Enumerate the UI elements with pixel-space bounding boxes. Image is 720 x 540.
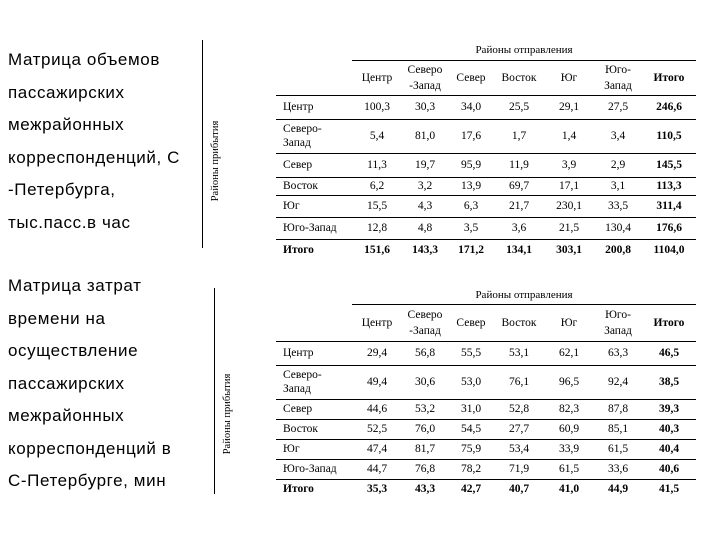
column-header: Юг (544, 61, 594, 95)
column-header: Центр (352, 305, 402, 341)
table-cell: 25,5 (494, 95, 544, 119)
table-cell: 76,8 (402, 459, 448, 479)
table-cell: 47,4 (352, 439, 402, 459)
table-cell: 63,3 (594, 341, 642, 365)
table-cell: 29,4 (352, 341, 402, 365)
table-row (276, 195, 696, 217)
table-cell: 33,9 (544, 439, 594, 459)
table-cell: 21,5 (544, 217, 594, 239)
row-header: Север (276, 399, 352, 419)
table-cell: 40,3 (642, 419, 696, 439)
table-cell: 62,1 (544, 341, 594, 365)
table-cell: 4,3 (402, 195, 448, 217)
column-header: Северо -Запад (402, 305, 448, 341)
table-cell: 39,3 (642, 399, 696, 419)
table-row (276, 95, 696, 119)
column-header: Северо -Запад (402, 61, 448, 95)
caption-line: пассажирских (8, 373, 125, 393)
table-cell: 4,8 (402, 217, 448, 239)
caption-line: межрайонных (8, 115, 125, 134)
table-row (276, 459, 696, 479)
table-cell: 176,6 (642, 217, 696, 239)
caption-line: Матрица затрат (8, 276, 142, 295)
table-cell: 17,1 (544, 177, 594, 195)
table-row (276, 399, 696, 419)
table-row (276, 177, 696, 195)
table-cell: 52,5 (352, 419, 402, 439)
table-cell: 33,6 (594, 459, 642, 479)
table-cell: 76,0 (402, 419, 448, 439)
table-cell: 53,4 (494, 439, 544, 459)
caption-line: -Петербурга, (8, 180, 116, 199)
column-header: Итого (642, 61, 696, 95)
table-cell: 81,7 (402, 439, 448, 459)
table-cell: 44,9 (607, 483, 629, 496)
corner-cell (276, 61, 352, 95)
table-cell: 44,6 (352, 399, 402, 419)
row-header: Центр (276, 95, 352, 119)
table-cell: 61,5 (544, 459, 594, 479)
caption-line: осуществление (8, 341, 139, 360)
table-cell: 55,5 (448, 341, 494, 365)
table-cell: 42,7 (460, 483, 482, 496)
table-cell: 38,5 (642, 365, 696, 399)
table-cell: 29,1 (544, 95, 594, 119)
table-cell: 40,4 (642, 439, 696, 459)
table2-caption (8, 270, 198, 498)
row-header: Центр (276, 341, 352, 365)
table-row (276, 239, 696, 261)
row-header: Юго-Запад (276, 217, 352, 239)
table1-grid (276, 61, 696, 261)
table-cell: 46,5 (642, 341, 696, 365)
table-cell: 53,2 (402, 399, 448, 419)
table-cell: 27,5 (594, 95, 642, 119)
table-cell: 41,0 (558, 483, 580, 496)
table-cell: 15,5 (352, 195, 402, 217)
column-header: Север (448, 61, 494, 95)
table-cell: 52,8 (494, 399, 544, 419)
caption-line: корреспонденций, С (8, 147, 181, 167)
caption-line: Матрица объемов (8, 50, 160, 69)
table-cell: 44,7 (352, 459, 402, 479)
table-cell: 82,3 (544, 399, 594, 419)
table-cell: 41,5 (658, 483, 680, 496)
table-row (276, 439, 696, 459)
table-cell: 71,9 (494, 459, 544, 479)
table-cell: 61,5 (594, 439, 642, 459)
table-cell: 1104,0 (653, 244, 685, 257)
table-cell: 33,5 (594, 195, 642, 217)
table-cell: 100,3 (352, 95, 402, 119)
table-cell: 19,7 (402, 153, 448, 177)
table-cell: 34,0 (448, 95, 494, 119)
table-cell: 246,6 (642, 95, 696, 119)
table-cell: 87,8 (594, 399, 642, 419)
row-header: Итого (283, 483, 314, 496)
table-cell: 151,6 (364, 244, 390, 257)
table-row (276, 479, 696, 499)
table-cell: 35,3 (366, 483, 388, 496)
table-cell: 60,9 (544, 419, 594, 439)
table-cell: 40,7 (508, 483, 530, 496)
table-cell: 5,4 (352, 119, 402, 153)
column-header: Итого (642, 305, 696, 341)
table-cell: 134,1 (506, 244, 532, 257)
table-cell: 75,9 (448, 439, 494, 459)
table-cell: 92,4 (594, 365, 642, 399)
column-header-row (276, 61, 696, 95)
table-cell: 17,6 (448, 119, 494, 153)
column-header-row (276, 305, 696, 341)
table-cell: 6,2 (352, 177, 402, 195)
table-cell: 12,8 (352, 217, 402, 239)
corner-cell (276, 305, 352, 341)
table-cell: 78,2 (448, 459, 494, 479)
table-cell: 49,4 (352, 365, 402, 399)
caption-line: С-Петербурге, мин (8, 471, 167, 490)
table-cell: 3,1 (594, 177, 642, 195)
table-cell: 200,8 (605, 244, 631, 257)
table-cell: 53,1 (494, 341, 544, 365)
row-header: Северо- Запад (276, 365, 352, 399)
row-header: Север (276, 153, 352, 177)
table-cell: 3,9 (544, 153, 594, 177)
caption-line: тыс.пасс.в час (8, 212, 131, 232)
table-cell: 3,6 (494, 217, 544, 239)
table-cell: 145,5 (642, 153, 696, 177)
row-header: Итого (283, 244, 314, 257)
table-row (276, 119, 696, 153)
table-cell: 13,9 (448, 177, 494, 195)
table2-side-group-label: Районы прибытия (222, 373, 233, 455)
table1-left-border (202, 40, 203, 248)
table-cell: 11,9 (494, 153, 544, 177)
caption-line: межрайонных (8, 406, 125, 425)
row-header: Юг (276, 195, 352, 217)
table-cell: 81,0 (402, 119, 448, 153)
table-row (276, 341, 696, 365)
table-cell: 11,3 (352, 153, 402, 177)
table-cell: 30,6 (402, 365, 448, 399)
table-cell: 2,9 (594, 153, 642, 177)
table-cell: 53,0 (448, 365, 494, 399)
row-header: Юг (276, 439, 352, 459)
table1-top-group-label: Районы отправления (475, 44, 573, 56)
row-header: Северо- Запад (276, 119, 352, 153)
column-header: Восток (494, 61, 544, 95)
column-header: Юго- Запад (594, 305, 642, 341)
table-cell: 54,5 (448, 419, 494, 439)
table-cell: 69,7 (494, 177, 544, 195)
table-cell: 3,5 (448, 217, 494, 239)
table-cell: 27,7 (494, 419, 544, 439)
table-row (276, 365, 696, 399)
table-cell: 3,2 (402, 177, 448, 195)
caption-line: корреспонденций в (8, 438, 172, 458)
table-row (276, 419, 696, 439)
column-header: Восток (494, 305, 544, 341)
table-cell: 311,4 (642, 195, 696, 217)
table-cell: 3,4 (594, 119, 642, 153)
table-row (276, 217, 696, 239)
table-cell: 230,1 (544, 195, 594, 217)
table1-side-group-label: Районы прибытия (210, 120, 221, 202)
caption-line: времени на (8, 308, 106, 328)
row-header: Восток (276, 419, 352, 439)
caption-line: пассажирских (8, 82, 125, 102)
table-cell: 143,3 (412, 244, 438, 257)
table2-left-border (214, 288, 215, 494)
table-cell: 95,9 (448, 153, 494, 177)
table-cell: 130,4 (594, 217, 642, 239)
table-cell: 43,3 (414, 483, 436, 496)
table-cell: 1,4 (544, 119, 594, 153)
table-cell: 21,7 (494, 195, 544, 217)
table-cell: 171,2 (458, 244, 484, 257)
column-header: Юг (544, 305, 594, 341)
table1-caption (8, 44, 198, 239)
table-row (276, 153, 696, 177)
table-cell: 56,8 (402, 341, 448, 365)
table-cell: 1,7 (494, 119, 544, 153)
table2-top-group-label: Районы отправления (475, 289, 573, 301)
table-cell: 110,5 (642, 119, 696, 153)
column-header: Центр (352, 61, 402, 95)
table-cell: 31,0 (448, 399, 494, 419)
table-cell: 96,5 (544, 365, 594, 399)
table-cell: 40,6 (642, 459, 696, 479)
column-header: Юго- Запад (594, 61, 642, 95)
table2-grid (276, 305, 696, 499)
table-cell: 113,3 (642, 177, 696, 195)
table-cell: 6,3 (448, 195, 494, 217)
table-cell: 30,3 (402, 95, 448, 119)
table-cell: 76,1 (494, 365, 544, 399)
table-cell: 303,1 (556, 244, 582, 257)
row-header: Юго-Запад (276, 459, 352, 479)
table-cell: 85,1 (594, 419, 642, 439)
column-header: Север (448, 305, 494, 341)
row-header: Восток (276, 177, 352, 195)
